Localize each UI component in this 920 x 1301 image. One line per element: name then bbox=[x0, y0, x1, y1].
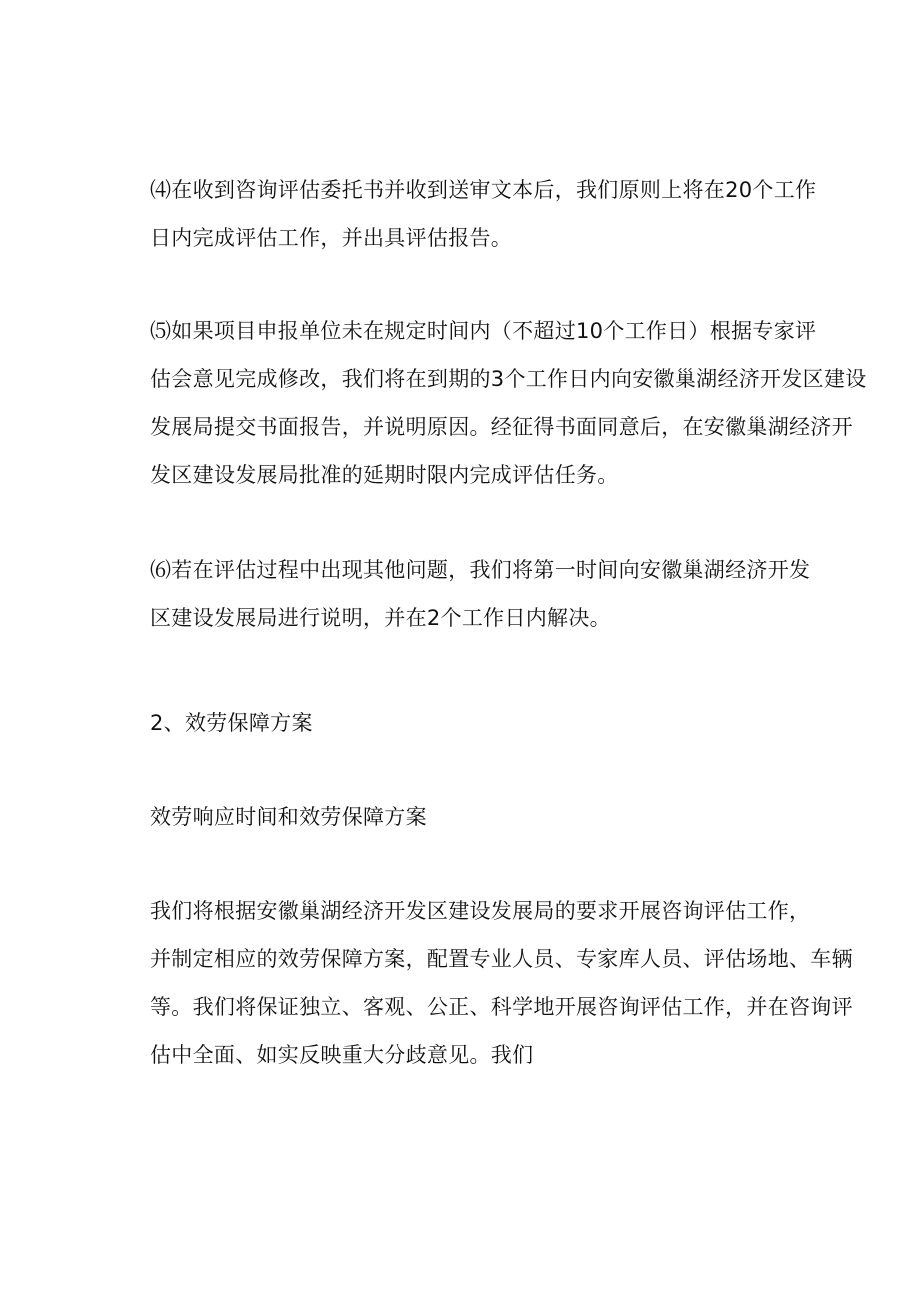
paragraph-line: 等。我们将保证独立、客观、公正、科学地开展咨询评估工作，并在咨询评 bbox=[150, 995, 853, 1019]
section-heading: 2、效劳保障方案 bbox=[150, 711, 313, 735]
paragraph-line: ⑷在收到咨询评估委托书并收到送审文本后，我们原则上将在20个工作 bbox=[150, 178, 817, 202]
paragraph-line: 并制定相应的效劳保障方案，配置专业人员、专家库人员、评估场地、车辆 bbox=[150, 947, 853, 971]
paragraph-line: ⑹若在评估过程中出现其他问题，我们将第一时间向安徽巢湖经济开发 bbox=[150, 558, 811, 582]
paragraph-line: 发区建设发展局批准的延期时限内完成评估任务。 bbox=[150, 463, 619, 487]
paragraph-line: 估中全面、如实反映重大分歧意见。我们 bbox=[150, 1043, 534, 1067]
paragraph-line: ⑸如果项目申报单位未在规定时间内（不超过10个工作日）根据专家评 bbox=[150, 319, 817, 343]
paragraph-line: 我们将根据安徽巢湖经济开发区建设发展局的要求开展咨询评估工作， bbox=[150, 899, 811, 923]
subheading: 效劳响应时间和效劳保障方案 bbox=[150, 805, 427, 829]
paragraph-line: 发展局提交书面报告，并说明原因。经征得书面同意后，在安徽巢湖经济开 bbox=[150, 415, 853, 439]
paragraph-line: 估会意见完成修改，我们将在到期的3个工作日内向安徽巢湖经济开发区建设 bbox=[150, 367, 867, 391]
paragraph-line: 区建设发展局进行说明，并在2个工作日内解决。 bbox=[150, 606, 611, 630]
paragraph-line: 日内完成评估工作，并出具评估报告。 bbox=[150, 226, 513, 250]
